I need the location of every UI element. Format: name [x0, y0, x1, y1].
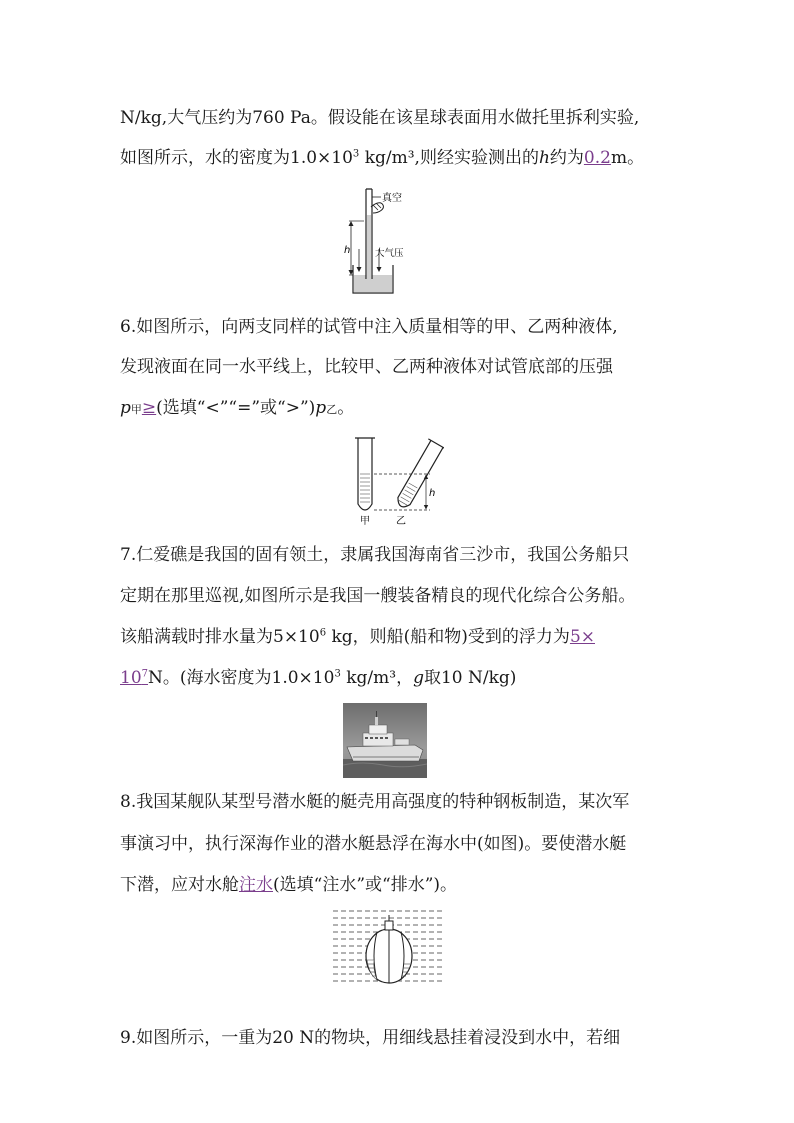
q5-line-1: N/kg,大气压约为760 Pa。假设能在该星球表面用水做托里拆利实验, — [120, 108, 640, 128]
q8-line-1: 8.我国某舰队某型号潜水艇的艇壳用高强度的特种钢板制造，某次军 — [120, 792, 630, 812]
tubes-h-label: h — [429, 488, 436, 499]
submarine-figure — [333, 908, 445, 986]
q5-line-2: 如图所示，水的密度为$1.0\times 10^3$ kg/m³,则经实验测出的h约为0.2m。 — [120, 148, 645, 168]
tube-a-label: 甲 — [360, 516, 370, 526]
q6-line-1: 6.如图所示，向两支同样的试管中注入质量相等的甲、乙两种液体, — [120, 317, 618, 337]
q8-line-3: 下潜，应对水舱注水(选填“注水”或“排水”)。 — [120, 875, 458, 895]
q6-answer: ≥ — [141, 398, 157, 418]
q8-answer: 注水 — [239, 875, 273, 895]
q6-line-2: 发现液面在同一水平线上，比较甲、乙两种液体对试管底部的压强 — [120, 357, 613, 377]
test-tubes-figure — [348, 436, 444, 526]
q7-line-2: 定期在那里巡视,如图所示是我国一艘装备精良的现代化综合公务船。 — [120, 586, 636, 606]
q7-line-4: $10^7N$。(海水密度为$1.0\times 10^3$ kg/m³，g取10 N/kg) — [120, 668, 517, 688]
q8-line-2: 事演习中，执行深海作业的潜水艇悬浮在海水中(如图)。要使潜水艇 — [120, 834, 627, 854]
atm-label: 大气压 — [375, 248, 404, 259]
patrol-ship-photo — [343, 703, 427, 778]
q9-line-1: 9.如图所示，一重为20 N的物块，用细线悬挂着浸没到水中，若细 — [120, 1028, 621, 1048]
q7-line-3: 该船满载时排水量为$5\times 10^6$ kg，则船(船和物)受到的浮力为5× — [120, 627, 595, 647]
q7-line-1: 7.仁爱礁是我国的固有领土，隶属我国海南省三沙市，我国公务船只 — [120, 545, 630, 565]
q7-answer-part-1: 5× — [569, 627, 595, 647]
vacuum-label: 真空 — [382, 193, 402, 204]
q7-answer-part-2: $10^7$ — [120, 668, 149, 688]
q6-line-3: p甲≥(选填“<”“=”或“>”)p乙。 — [120, 398, 355, 418]
torricelli-figure — [335, 183, 415, 297]
h-label: h — [344, 245, 351, 256]
q5-answer: 0.2 — [583, 148, 611, 168]
tube-b-label: 乙 — [396, 516, 406, 526]
